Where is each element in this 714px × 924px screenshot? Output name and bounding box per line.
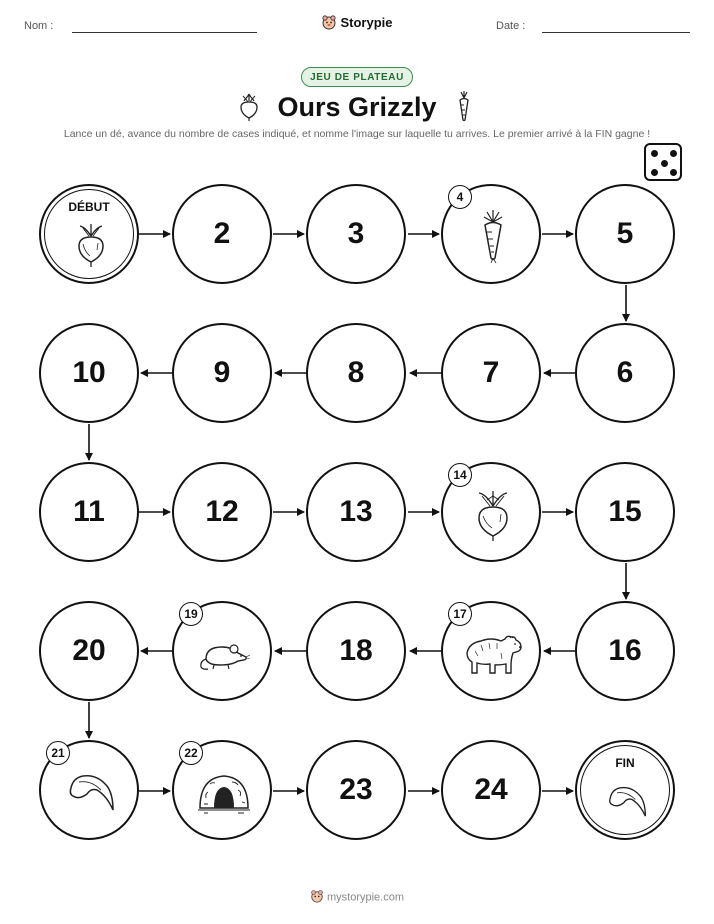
mouse-icon: [198, 637, 250, 676]
cell-number-badge: 22: [179, 741, 203, 765]
bear-icon: [461, 631, 525, 682]
cell-number: 8: [347, 356, 365, 389]
cell-5: [575, 184, 675, 284]
cell-6: [575, 323, 675, 423]
end-cell: [575, 740, 675, 840]
cell-number: 6: [616, 356, 634, 389]
cell-19: [172, 601, 272, 701]
cell-13: [306, 462, 406, 562]
cell-number: 20: [72, 634, 106, 667]
instructions: Lance un dé, avance du nombre de cases indiqué, et nomme l'image sur laquelle tu arrives. Le premier arrivé à la FIN gagne !: [63, 128, 651, 140]
cave-icon: [198, 772, 250, 819]
cell-number-badge: 19: [179, 602, 203, 626]
cell-18: [306, 601, 406, 701]
turnip-icon: [473, 488, 513, 547]
carrot-icon: [475, 208, 511, 269]
cell-number: 2: [213, 217, 231, 250]
page-title: Ours Grizzly: [277, 92, 437, 122]
cell-11: [39, 462, 139, 562]
cell-14: [441, 462, 541, 562]
start-cell: [39, 184, 139, 284]
cell-number: 13: [339, 495, 373, 528]
cell-number: 16: [608, 634, 642, 667]
name-label: Nom :: [24, 20, 54, 32]
cell-number: 15: [608, 495, 642, 528]
claw-icon: [607, 784, 647, 825]
cell-22: [172, 740, 272, 840]
cell-number-badge: 17: [448, 602, 472, 626]
cell-9: [172, 323, 272, 423]
cell-24: [441, 740, 541, 840]
cell-number: 23: [339, 773, 373, 806]
cell-21: [39, 740, 139, 840]
cell-7: [441, 323, 541, 423]
cell-number-badge: 14: [448, 463, 472, 487]
cell-number: 24: [474, 773, 508, 806]
cell-number-badge: 4: [448, 185, 472, 209]
end-label: FIN: [615, 756, 635, 770]
cell-number: 7: [482, 356, 500, 389]
cell-number: 5: [616, 217, 634, 250]
cell-15: [575, 462, 675, 562]
cell-20: [39, 601, 139, 701]
game-type-badge: JEU DE PLATEAU: [301, 67, 413, 87]
cell-number-badge: 21: [46, 741, 70, 765]
cell-number: 18: [339, 634, 373, 667]
cell-3: [306, 184, 406, 284]
cell-17: [441, 601, 541, 701]
footer-url[interactable]: mystorypie.com: [326, 891, 405, 904]
cell-number: 11: [73, 495, 105, 528]
cell-23: [306, 740, 406, 840]
cell-10: [39, 323, 139, 423]
storypie-logo-icon: [310, 889, 324, 906]
footer: [0, 889, 714, 906]
cell-2: [172, 184, 272, 284]
cell-number: 3: [347, 217, 365, 250]
date-label: Date :: [496, 20, 526, 32]
cell-number: 10: [72, 356, 106, 389]
cell-8: [306, 323, 406, 423]
cell-number: 9: [213, 356, 231, 389]
brand-name: Storypie: [340, 14, 393, 30]
turnip-icon: [74, 222, 108, 273]
cell-16: [575, 601, 675, 701]
claw-icon: [67, 772, 115, 819]
cell-4: [441, 184, 541, 284]
start-label: DÉBUT: [68, 200, 110, 214]
cell-number: 12: [205, 495, 239, 528]
cell-12: [172, 462, 272, 562]
